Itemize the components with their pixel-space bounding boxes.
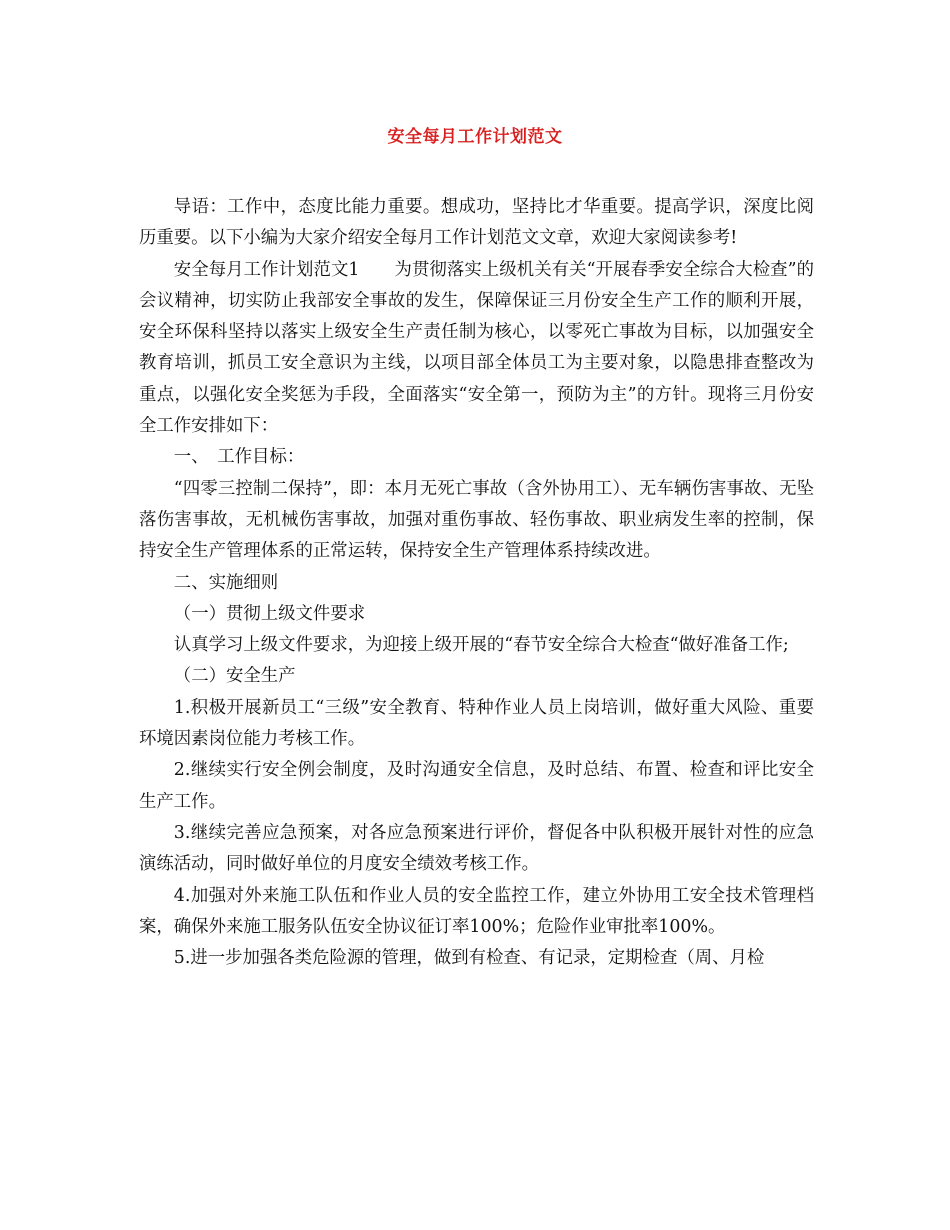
paragraph-sub-1-detail: 认真学习上级文件要求，为迎接上级开展的“春节安全综合大检查“做好准备工作; xyxy=(173,635,789,656)
paragraph-goal-detail: “四零三控制二保持”，即：本月无死亡事故（含外协用工）、无车辆伤害事故、无坠落伤害事故，无机械伤害事故，加强对重伤事故、轻伤事故、职业病发生率的控制，保持安全生产管理体系的正常运转，保持安全生产管理体系持续改进。 xyxy=(139,478,814,562)
heading-work-goal: 一、 工作目标： xyxy=(173,447,305,468)
heading-implementation: 二、实施细则 xyxy=(173,572,279,593)
document-body xyxy=(139,192,814,974)
list-item-1: 1.积极开展新员工“三级”安全教育、特种作业人员上岗培训，做好重大风险、重要环境因素岗位能力考核工作。 xyxy=(139,697,814,750)
list-item-5: 5.进一步加强各类危险源的管理，做到有检查、有记录，定期检查（周、月检 xyxy=(173,948,765,969)
document-title: 安全每月工作计划范文 xyxy=(387,127,563,147)
heading-sub-1: （一）贯彻上级文件要求 xyxy=(173,603,366,624)
list-item-4: 4.加强对外来施工队伍和作业人员的安全监控工作，建立外协用工安全技术管理档案，确保外来施工服务队伍安全协议征订率100%；危险作业审批率100%。 xyxy=(139,885,814,937)
list-item-3: 3.继续完善应急预案，对各应急预案进行评价，督促各中队积极开展针对性的应急演练活动，同时做好单位的月度安全绩效考核工作。 xyxy=(139,822,814,875)
list-item-2: 2.继续实行安全例会制度，及时沟通安全信息，及时总结、布置、检查和评比安全生产工作。 xyxy=(139,760,814,812)
heading-sub-2: （二）安全生产 xyxy=(173,666,296,687)
paragraph-plan-1: 安全每月工作计划范文1 为贯彻落实上级机关有关“开展春季安全综合大检查”的会议精神，切实防止我部安全事故的发生，保障保证三月份安全生产工作的顺利开展，安全环保科坚持以落实上级安全生产责任制为核心，以零死亡事故为目标，以加强安全教育培训，抓员工安全意识为主线，以项目部全体员工为主要对象，以隐患排查整改为重点，以强化安全奖惩为手段，全面落实“安全第一，预防为主”的方针。现将三月份安全工作安排如下： xyxy=(139,259,814,437)
paragraph-intro: 导语：工作中，态度比能力重要。想成功，坚持比才华重要。提高学识，深度比阅历重要。以下小编为大家介绍安全每月工作计划范文文章，欢迎大家阅读参考! xyxy=(139,197,814,249)
